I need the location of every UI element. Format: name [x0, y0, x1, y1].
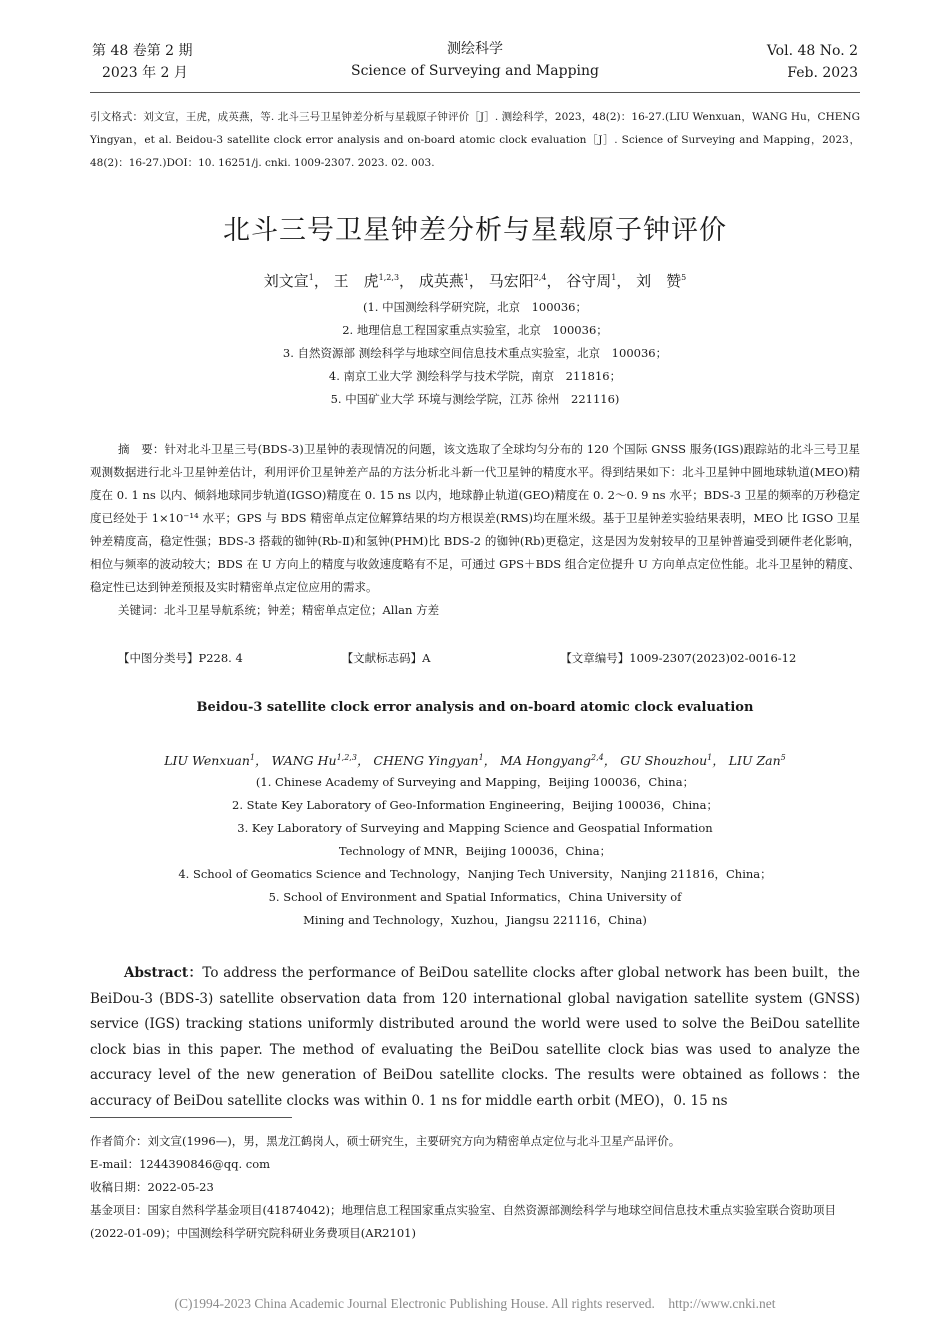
affiliation-en-5a: 5. School of Environment and Spatial Informatics，China University of [268, 890, 682, 904]
affiliation-cn-2: 2. 地理信息工程国家重点实验室，北京 100036； [342, 323, 608, 337]
issue-info-en [767, 40, 858, 84]
author-en: GU Shouzhou$^1$ [620, 752, 713, 768]
abstract-en-text: To address the performance of BeiDou satellite clocks after global network has been built，the BeiDou-3 (BDS-3) satellite observation data from 120 international global navigation satellite system (GNSS) service (IGS) tracking stations uniformly distributed around the world were used to solve the BeiDou satellite clock bias in this paper. The method of evaluating the BeiDou satellite clock bias was used to analyze the accuracy level of the new generation of BeiDou satellite clocks. The results were obtained as follows：the accuracy of BeiDou satellite clocks was within 0. 1 ns for middle earth orbit (MEO)，0. 15 ns [90, 965, 860, 1109]
abstract-cn [90, 438, 860, 622]
author-cn: 成英燕$^1$ [418, 272, 469, 290]
abstract-en [90, 961, 860, 1114]
affiliation-cn-4: 4. 南京工业大学 测绘科学与技术学院，南京 211816； [328, 369, 622, 383]
author-cn: 刘 赞$^5$ [636, 272, 687, 290]
issue-volume-en: Vol. 48 No. 2 [766, 43, 858, 59]
author-en: LIU Wenxuan$^1$ [164, 752, 255, 768]
author-en: WANG Hu$^{1,2,3}$ [271, 752, 357, 768]
citation-format: 引文格式：刘文宣，王虎，成英燕，等. 北斗三号卫星钟差分析与星载原子钟评价［J］. 测绘科学，2023，48(2)：16-27.(LIU Wenxuan，WANG Hu，CHENG Yingyan，et al. Beidou-3 satellite clock error analysis and on-board atomic clock evaluation［J］. Science of Surveying and Mapping，2023，48(2)：16-27.)DOI：10. 16251/j. cnki. 1009-2307. 2023. 02. 003. [90, 111, 860, 169]
author-cn: 刘文宣$^1$ [263, 272, 314, 290]
affiliation-en-4: 4. School of Geomatics Science and Technology，Nanjing Tech University，Nanjing 211816，China； [178, 867, 772, 881]
affiliation-en-3b: Technology of MNR，Beijing 100036，China； [338, 844, 612, 858]
paper-title-en: Beidou-3 satellite clock error analysis and on-board atomic clock evaluation [196, 700, 754, 715]
author-cn: 谷守周$^1$ [566, 272, 617, 290]
affiliation-en-5b: Mining and Technology，Xuzhou，Jiangsu 221116，China) [303, 913, 647, 927]
paper-title-cn: 北斗三号卫星钟差分析与星载原子钟评价 [223, 215, 727, 246]
author-list-cn: 刘文宣$^1$， 王 虎$^{1,2,3}$， 成英燕$^1$， 马宏阳$^{2,4}$， 谷守周$^1$， 刘 赞$^5$ [263, 272, 687, 290]
journal-name-en: Science of Surveying and Mapping [351, 63, 599, 79]
copyright-notice: (C)1994-2023 China Academic Journal Electronic Publishing House. All rights reserved. http://www.cnki.net [174, 1296, 776, 1311]
footnote-rule [90, 1117, 292, 1118]
affiliation-cn-5: 5. 中国矿业大学 环境与测绘学院，江苏 徐州 221116) [330, 392, 620, 406]
affiliation-en-1: (1. Chinese Academy of Surveying and Mapping，Beijing 100036，China； [255, 775, 695, 789]
issue-date: 2023 年 2 月 [102, 65, 188, 81]
author-email: E-mail：1244390846@qq. com [90, 1157, 271, 1171]
author-bio: 作者简介：刘文宣(1996—)，男，黑龙江鹤岗人，硕士研究生，主要研究方向为精密单点定位与北斗卫星产品评价。 [90, 1134, 681, 1148]
affiliation-en-2: 2. State Key Laboratory of Geo-Information Engineering，Beijing 100036，China； [232, 798, 718, 812]
affiliation-cn-1: (1. 中国测绘科学研究院，北京 100036； [362, 300, 587, 314]
affiliation-cn-3: 3. 自然资源部 测绘科学与地球空间信息技术重点实验室，北京 100036； [282, 346, 668, 360]
issue-volume: 第 48 卷第 2 期 [92, 43, 193, 59]
issue-date-en: Feb. 2023 [787, 65, 858, 81]
header-rule [90, 92, 860, 93]
footnotes [90, 1130, 860, 1245]
article-number: 【文章编号】1009-2307(2023)02-0016-12 [560, 651, 797, 665]
author-cn: 王 虎$^{1,2,3}$ [333, 272, 400, 290]
classification-line [118, 650, 858, 666]
received-date: 收稿日期：2022-05-23 [90, 1180, 214, 1194]
abstract-cn-text: 摘 要：针对北斗卫星三号(BDS-3)卫星钟的表现情况的问题，该文选取了全球均匀分布的 120 个国际 GNSS 服务(IGS)跟踪站的北斗三号卫星观测数据进行北斗卫星钟差估计，利用评价卫星钟差产品的方法分析北斗新一代卫星钟的精度水平。得到结果如下：北斗卫星钟中圆地球轨道(MEO)精度在 0. 1 ns 以内、倾斜地球同步轨道(IGSO)精度在 0. 15 ns 以内，地球静止轨道(GEO)精度在 0. 2～0. 9 ns 水平；BDS-3 卫星的频率的万秒稳定度已经处于 1×10⁻¹⁴ 水平；GPS 与 BDS 精密单点定位解算结果的均方根误差(RMS)均在厘米级。基于卫星钟差实验结果表明，MEO 比 IGSO 卫星钟差精度高，稳定性强；BDS-3 搭载的铷钟(Rb-Ⅱ)和氢钟(PHM)比 BDS-2 的铷钟(Rb)更稳定，这是因为发射较早的卫星钟普遍受到硬件老化影响，相位与频率的波动较大；BDS 在 U 方向上的精度与收敛速度略有不足，可通过 GPS＋BDS 组合定位提升 U 方向单点定位性能。北斗卫星钟的精度、稳定性已达到钟差预报及实时精密单点定位应用的需求。 [90, 442, 860, 594]
affiliation-en-3a: 3. Key Laboratory of Surveying and Mapping Science and Geospatial Information [237, 821, 713, 835]
keywords-cn: 关键词：北斗卫星导航系统；钟差；精密单点定位；Allan 方差 [118, 603, 440, 617]
journal-name-cn: 测绘科学 [447, 41, 503, 57]
author-en: MA Hongyang$^{2,4}$ [500, 752, 604, 768]
author-list-en: LIU Wenxuan$^1$， WANG Hu$^{1,2,3}$， CHENG Yingyan$^1$， MA Hongyang$^{2,4}$， GU Shouzhou$^1$， LIU Zan$^5$ [164, 752, 786, 768]
author-en: CHENG Yingyan$^1$ [373, 752, 484, 768]
author-cn: 马宏阳$^{2,4}$ [488, 272, 547, 290]
funding-info: 基金项目：国家自然科学基金项目(41874042)；地理信息工程国家重点实验室、自然资源部测绘科学与地球空间信息技术重点实验室联合资助项目(2022-01-09)；中国测绘科学研究院科研业务费项目(AR2101) [90, 1203, 836, 1240]
author-en: LIU Zan$^5$ [728, 752, 786, 768]
abstract-en-label: Abstract： [124, 965, 203, 981]
document-code: 【文献标志码】A [341, 651, 431, 665]
clc-number: 【中图分类号】P228. 4 [118, 651, 243, 665]
